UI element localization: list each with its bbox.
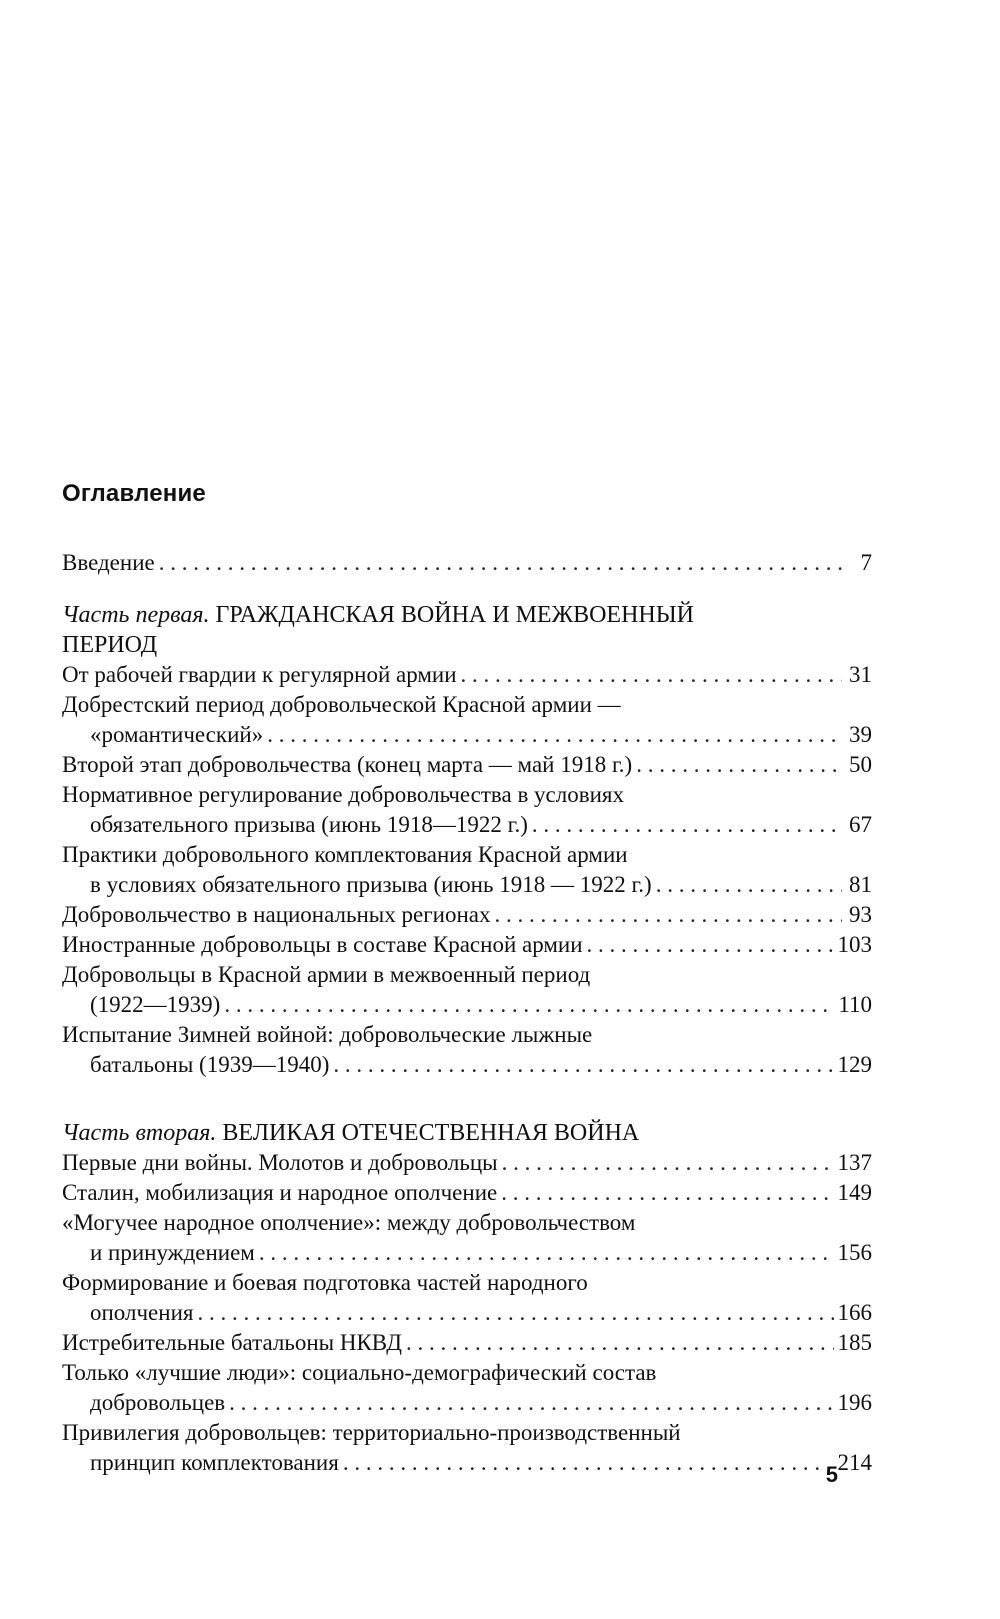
toc-entry-label: Нормативное регулирование добровольчества в условиях — [62, 782, 624, 807]
toc-entry-page: 39 — [849, 722, 872, 747]
leader-dots — [259, 1238, 834, 1268]
toc-entry-label: Введение — [62, 550, 155, 575]
leader-dots — [501, 1178, 833, 1208]
toc-entry-row — [62, 1298, 872, 1328]
toc-entry-row — [62, 930, 872, 960]
toc-entry-page: 137 — [837, 1150, 872, 1175]
leader-dots — [587, 930, 834, 960]
toc-entry[interactable] — [62, 1208, 872, 1268]
toc-entry[interactable] — [62, 840, 872, 900]
toc-entry-page: 50 — [849, 752, 872, 777]
toc-entry[interactable] — [62, 1418, 872, 1478]
toc-entry-page: 81 — [849, 872, 872, 897]
part-title-continued: ПЕРИОД — [62, 632, 158, 658]
toc-entry[interactable] — [62, 780, 872, 840]
toc-entry-label: Формирование и боевая подготовка частей народного — [62, 1270, 588, 1295]
toc-entry-page: 149 — [837, 1180, 872, 1205]
leader-dots — [406, 1328, 834, 1358]
toc-entry-intro[interactable] — [62, 548, 872, 578]
toc-entry-label: Первые дни войны. Молотов и добровольцы — [62, 1150, 498, 1175]
toc-entry[interactable] — [62, 690, 872, 750]
toc-entry-label: Иностранные добровольцы в составе Красной армии — [62, 932, 583, 957]
leader-dots — [333, 1050, 833, 1080]
toc-entry-row — [62, 1448, 872, 1478]
toc-entry-label: обязательного призыва (июнь 1918—1922 г.) — [90, 812, 528, 837]
toc-entry-label: ополчения — [90, 1300, 194, 1325]
toc-entry-label: Испытание Зимней войной: добровольческие лыжные — [62, 1022, 593, 1047]
leader-dots — [197, 1298, 833, 1328]
toc-entry-label: Добровольчество в национальных регионах — [62, 902, 491, 927]
leader-dots — [229, 1388, 833, 1418]
toc-entry-page: 31 — [849, 662, 872, 687]
toc-entry[interactable] — [62, 900, 872, 930]
toc-entry-row — [62, 750, 872, 780]
toc-entry-row — [62, 870, 872, 900]
toc-entry-row — [62, 990, 872, 1020]
toc-entry-row — [62, 810, 872, 840]
leader-dots — [636, 750, 842, 780]
leader-dots — [656, 870, 842, 900]
toc-entry-page: 103 — [837, 932, 872, 957]
part-prefix: Часть первая. — [62, 602, 210, 628]
toc-entry-row — [62, 720, 872, 750]
toc-entry-label: «романтический» — [90, 722, 264, 747]
part-title: ГРАЖДАНСКАЯ ВОЙНА И МЕЖВОЕННЫЙ — [209, 602, 694, 628]
toc-entry-page: 93 — [849, 902, 872, 927]
toc-entry-row — [62, 660, 872, 690]
toc-entry-row — [62, 900, 872, 930]
toc-entry-label: Второй этап добровольчества (конец марта — май 1918 г.) — [62, 752, 633, 777]
toc-entry-row — [62, 1178, 872, 1208]
toc-entry-label: принцип комплектования — [90, 1450, 339, 1475]
toc-entry[interactable] — [62, 1268, 872, 1328]
part-title: ВЕЛИКАЯ ОТЕЧЕСТВЕННАЯ ВОЙНА — [216, 1120, 640, 1146]
leader-dots — [159, 548, 842, 578]
toc-entry-label: Практики добровольного комплектования Красной армии — [62, 842, 628, 867]
part-heading-1 — [62, 600, 872, 660]
toc-entry-label: От рабочей гвардии к регулярной армии — [62, 662, 457, 687]
leader-dots — [502, 1148, 834, 1178]
toc-entry-label: Истребительные батальоны НКВД — [62, 1330, 402, 1355]
toc-entry-label: и принуждением — [90, 1240, 255, 1265]
toc-entry-page: 156 — [837, 1240, 872, 1265]
toc-entry[interactable] — [62, 1358, 872, 1418]
toc-entry-label: добровольцев — [90, 1390, 226, 1415]
toc-entry-label: «Могучее народное ополчение»: между добровольчеством — [62, 1210, 636, 1235]
leader-dots — [267, 720, 842, 750]
toc-entry-page: 129 — [837, 1052, 872, 1077]
toc-entry-label: батальоны (1939—1940) — [90, 1052, 330, 1077]
toc-entry[interactable] — [62, 1328, 872, 1358]
leader-dots — [532, 810, 842, 840]
toc-entry-label: Добрестский период добровольческой Красной армии — — [62, 692, 621, 717]
part2-entries — [62, 1148, 872, 1478]
part-prefix: Часть вторая. — [62, 1120, 217, 1146]
part1-entries — [62, 660, 872, 1080]
part-heading-2 — [62, 1118, 872, 1148]
toc-entry-label: Привилегия добровольцев: территориально-производственный — [62, 1420, 681, 1445]
toc-entry-page: 166 — [837, 1300, 872, 1325]
toc-entry-page: 185 — [837, 1330, 872, 1355]
toc-entry-label: Только «лучшие люди»: социально-демографический состав — [62, 1360, 657, 1385]
page-number: 5 — [825, 1462, 838, 1487]
toc-entry[interactable] — [62, 1178, 872, 1208]
page-title: Оглавление — [62, 480, 206, 507]
leader-dots — [461, 660, 842, 690]
toc-entry-row — [62, 1328, 872, 1358]
leader-dots — [494, 900, 842, 930]
toc-entry-page: 196 — [837, 1390, 872, 1415]
toc-entry[interactable] — [62, 930, 872, 960]
leader-dots — [343, 1448, 834, 1478]
toc-entry[interactable] — [62, 660, 872, 690]
toc-entry-page: 110 — [838, 992, 872, 1017]
toc-entry-label: (1922—1939) — [90, 992, 221, 1017]
toc-entry-page: 214 — [837, 1450, 872, 1475]
toc-entry-label: в условиях обязательного призыва (июнь 1918 — 1922 г.) — [90, 872, 652, 897]
toc-entry-page: 7 — [860, 550, 872, 575]
toc-entry-row — [62, 1238, 872, 1268]
toc-entry-label: Добровольцы в Красной армии в межвоенный период — [62, 962, 591, 987]
toc-entry-page: 67 — [849, 812, 872, 837]
toc-entry-row — [62, 1050, 872, 1080]
toc-entry-label: Сталин, мобилизация и народное ополчение — [62, 1180, 498, 1205]
leader-dots — [224, 990, 834, 1020]
toc-entry-row — [62, 1148, 872, 1178]
toc-entry[interactable] — [62, 1020, 872, 1080]
toc-entry[interactable] — [62, 960, 872, 1020]
toc-entry[interactable] — [62, 1148, 872, 1178]
toc-entry[interactable] — [62, 750, 872, 780]
toc-entry-row — [62, 1388, 872, 1418]
table-of-contents — [62, 548, 872, 1478]
